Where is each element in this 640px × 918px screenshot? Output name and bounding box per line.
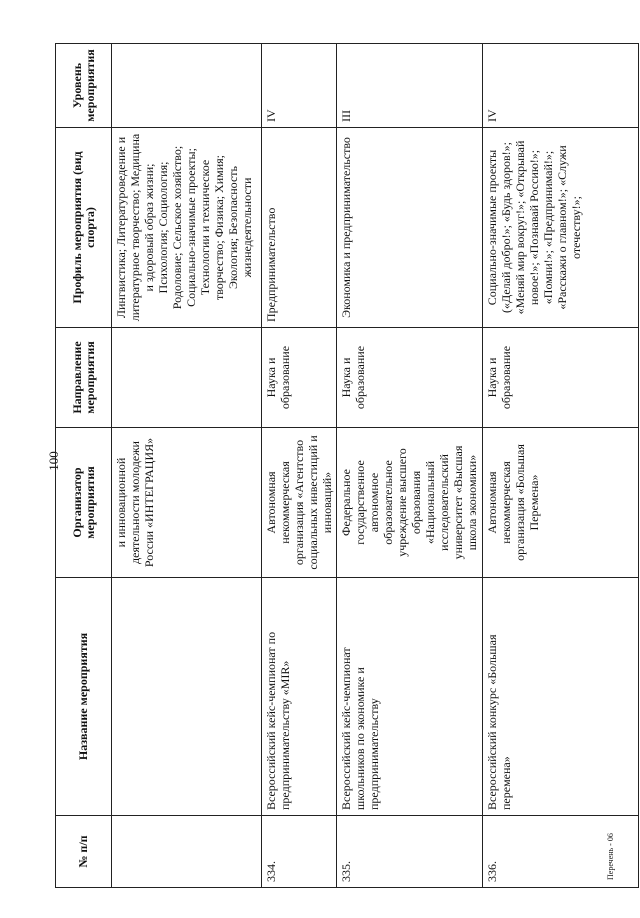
cell-direction: Наука и образование	[337, 328, 483, 428]
header-direction: Направление мероприятия	[56, 328, 112, 428]
cell-level: IV	[262, 44, 337, 128]
cell-level	[112, 44, 262, 128]
cell-direction: Наука и образование	[262, 328, 337, 428]
table-row	[337, 44, 483, 888]
cell-profile: Экономика и предпринимательство	[337, 128, 483, 328]
events-table	[55, 43, 639, 888]
table-row	[262, 44, 337, 888]
cell-name	[112, 578, 262, 816]
header-profile: Профиль мероприятия (вид спорта)	[56, 128, 112, 328]
cell-direction: Наука и образование	[483, 328, 639, 428]
header-name: Название мероприятия	[56, 578, 112, 816]
cell-name: Всероссийский кейс-чемпионат по предпринимательству «MIR»	[262, 578, 337, 816]
cell-profile: Лингвистика; Литературоведение и литературное творчество; Медицина и здоровый образ жизни; Психология; Социология; Родоловие; Сельское хозяйство; Социально-значимые проекты; Технологии и техническое творчество; Физика; Химия; Экология; Безопасность жизнедеятельности	[112, 128, 262, 328]
cell-organizer: Автономная некоммерческая организация «Большая Перемена»	[483, 428, 639, 578]
cell-num: 335.	[337, 816, 483, 888]
events-table-container	[55, 44, 639, 888]
cell-level: IV	[483, 44, 639, 128]
cell-organizer: Автономная некоммерческая организация «Агентство социальных инвестиций и инноваций»	[262, 428, 337, 578]
header-num: № п/п	[56, 816, 112, 888]
header-level: Уровень мероприятия	[56, 44, 112, 128]
table-header-row	[56, 44, 112, 888]
cell-name: Всероссийский кейс-чемпионат школьников по экономике и предпринимательству	[337, 578, 483, 816]
cell-profile: Предпринимательство	[262, 128, 337, 328]
table-row	[483, 44, 639, 888]
cell-level: III	[337, 44, 483, 128]
table-row	[112, 44, 262, 888]
cell-organizer: и инновационной деятельности молодежи России «ИНТЕГРАЦИЯ»	[112, 428, 262, 578]
header-organizer: Организатор мероприятия	[56, 428, 112, 578]
page-number: 100	[46, 451, 61, 471]
cell-num	[112, 816, 262, 888]
footer-text: Перечень - 06	[606, 833, 615, 880]
cell-name: Всероссийский конкурс «Большая перемена»	[483, 578, 639, 816]
cell-profile: Социально-значимые проекты («Делай добро!»; «Будь здоров!»; «Меняй мир вокруг!»; «Открывай новое!»; «Познавай Россию!»; «Помни!»; «Предпринимай!»; «Расскажи о главном!»; «Служи отечеству!»;	[483, 128, 639, 328]
cell-num: 334.	[262, 816, 337, 888]
cell-organizer: Федеральное государственное автономное образовательное учреждение высшего образования «Национальный исследовательский университет «Высшая школа экономики»	[337, 428, 483, 578]
cell-num: 336.	[483, 816, 639, 888]
cell-direction	[112, 328, 262, 428]
